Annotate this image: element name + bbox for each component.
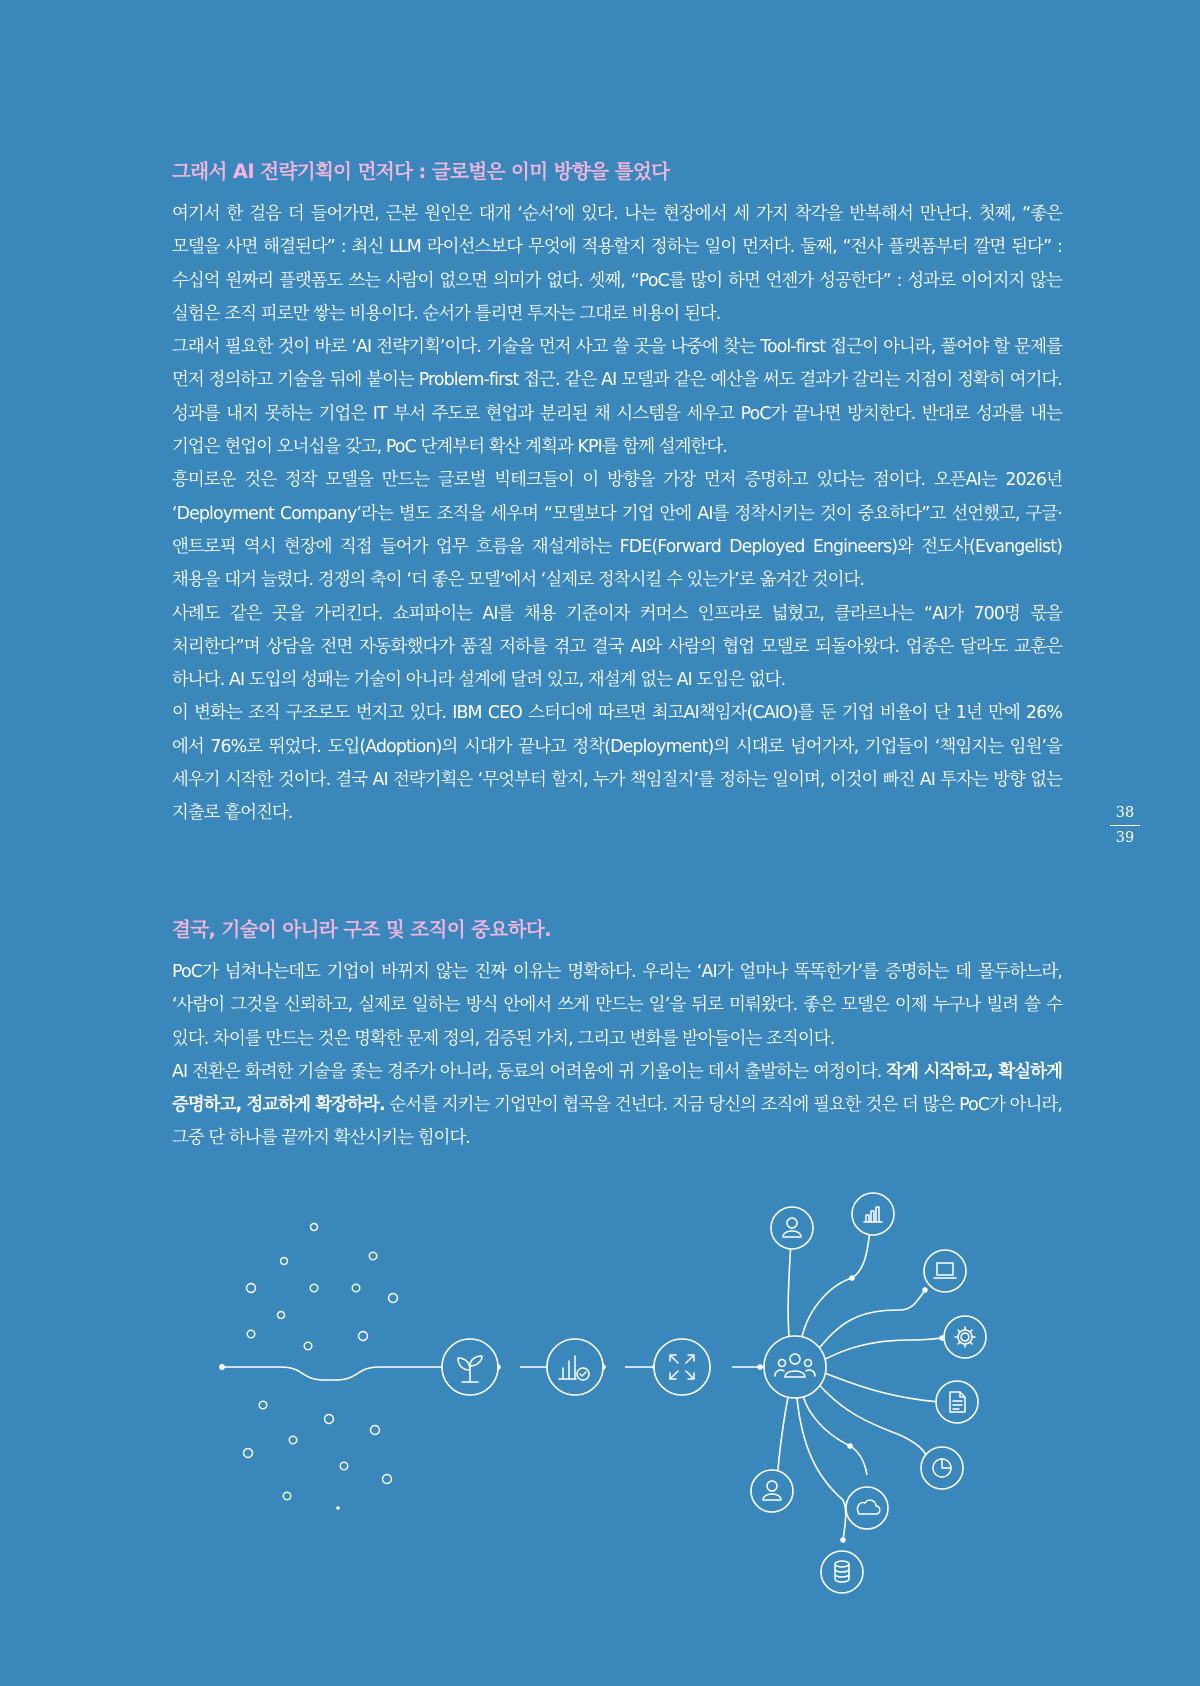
cloud-icon	[846, 1487, 888, 1529]
gear-icon	[944, 1316, 986, 1358]
paragraph: PoC가 넘쳐나는데도 기업이 바뀌지 않는 진짜 이유는 명확하다. 우리는 ‘AI가 얼마나 똑똑한가’를 증명하는 데 몰두하느라, ‘사람이 그것을 신뢰하고, 실제로 일하는 방식 안에서 쓰게 만드는 일’을 뒤로 미뤄왔다. 좋은 모델은 이제 누구나 빌려 쓸 수 있다. 차이를 만드는 것은 명확한 문제 정의, 검증된 가치, 그리고 변화를 받아들이는 조직이다.	[172, 962, 1062, 1049]
page-number	[1110, 803, 1140, 848]
page-number-total: 39	[1115, 830, 1135, 846]
emphasis-text: 작게 시작하고, 확실하게 증명하고, 정교하게 확장하라.	[172, 1061, 1062, 1116]
section-structure-organization	[172, 914, 1062, 1156]
bar-chart-icon	[852, 1193, 894, 1235]
network-illustration	[200, 1160, 1000, 1600]
sprout-icon	[442, 1339, 498, 1395]
paragraph: 흥미로운 것은 정작 모델을 만드는 글로벌 빅테크들이 이 방향을 가장 먼저 증명하고 있다는 점이다. 오픈AI는 2026년 ‘Deployment Company’라는 별도 조직을 세우며 “모델보다 기업 안에 AI를 정착시키는 것이 중요하다”고 선언했고, 구글·앤트로픽 역시 현장에 직접 들어가 업무 흐름을 재설계하는 FDE(Forward Deployed Engineers)와 전도사(Evangelist) 채용을 대거 늘렸다. 경쟁의 축이 ‘더 좋은 모델’에서 ‘실제로 정착시킬 수 있는가’로 옮겨간 것이다.	[172, 470, 1062, 591]
page-number-current: 38	[1115, 805, 1135, 821]
paragraph: 사례도 같은 곳을 가리킨다. 쇼피파이는 AI를 채용 기준이자 커머스 인프라로 넓혔고, 클라르나는 “AI가 700명 몫을 처리한다”며 상담을 전면 자동화했다가 품질 저하를 겪고 결국 AI와 사람의 협업 모델로 되돌아왔다. 업종은 달라도 교훈은 하나다. AI 도입의 성패는 기술이 아니라 설계에 달려 있고, 재설계 없는 AI 도입은 없다.	[172, 603, 1062, 691]
laptop-icon	[924, 1250, 966, 1292]
expand-arrows-icon	[654, 1339, 710, 1395]
paragraph	[172, 1056, 1062, 1156]
pie-chart-icon	[921, 1447, 963, 1489]
user-icon	[751, 1470, 793, 1512]
page-number-divider	[1110, 825, 1140, 826]
paragraph: 그래서 필요한 것이 바로 ‘AI 전략기획’이다. 기술을 먼저 사고 쓸 곳을 나중에 찾는 Tool-first 접근이 아니라, 풀어야 할 문제를 먼저 정의하고 기술을 뒤에 붙이는 Problem-first 접근. 같은 AI 모델과 같은 예산을 써도 결과가 갈리는 지점이 정확히 여기다. 성과를 내지 못하는 기업은 IT 부서 주도로 현업과 분리된 채 시스템을 세우고 PoC가 끝나면 방치한다. 반대로 성과를 내는 기업은 현업이 오너십을 갖고, PoC 단계부터 확산 계획과 KPI를 함께 설계한다.	[172, 337, 1062, 458]
paragraph: 여기서 한 걸음 더 들어가면, 근본 원인은 대개 ‘순서’에 있다. 나는 현장에서 세 가지 착각을 반복해서 만난다. 첫째, “좋은 모델을 사면 해결된다” : 최신 LLM 라이선스보다 무엇에 적용할지 정하는 일이 먼저다. 둘째, “전사 플랫폼부터 깔면 된다” : 수십억 원짜리 플랫폼도 쓰는 사람이 없으면 의미가 없다. 셋째, “PoC를 많이 하면 언젠가 성공한다” : 성과로 이어지지 않는 실험은 조직 피로만 쌓는 비용이다. 순서가 틀리면 투자는 그대로 비용이 된다.	[172, 204, 1062, 324]
paragraph: 이 변화는 조직 구조로도 번지고 있다. IBM CEO 스터디에 따르면 최고AI책임자(CAIO)를 둔 기업 비율이 단 1년 만에 26%에서 76%로 뛰었다. 도입(Adoption)의 시대가 끝나고 정착(Deployment)의 시대로 넘어가자, 기업들이 ‘책임지는 임원’을 세우기 시작한 것이다. 결국 AI 전략기획은 ‘무엇부터 할지, 누가 책임질지’를 정하는 일이며, 이것이 빠진 AI 투자는 방향 없는 지출로 흩어진다.	[172, 703, 1062, 824]
user-icon	[771, 1207, 813, 1249]
team-icon	[764, 1336, 826, 1398]
growth-chart-check-icon	[547, 1339, 603, 1395]
section-heading: 그래서 AI 전략기획이 먼저다 : 글로벌은 이미 방향을 틀었다	[172, 160, 670, 183]
section-ai-strategy	[172, 156, 1062, 831]
section-heading: 결국, 기술이 아니라 구조 및 조직이 중요하다.	[172, 918, 552, 941]
paragraph-text: 순서를 지키는 기업만이 협곡을 건넌다. 지금 당신의 조직에 필요한 것은 더 많은 PoC가 아니라, 그중 단 하나를 끝까지 확산시키는 힘이다.	[172, 1095, 1062, 1149]
database-icon	[821, 1551, 863, 1593]
paragraph-text: AI 전환은 화려한 기술을 좇는 경주가 아니라, 동료의 어려움에 귀 기울이는 데서 출발하는 여정이다.	[172, 1061, 887, 1082]
document-icon	[936, 1381, 978, 1423]
